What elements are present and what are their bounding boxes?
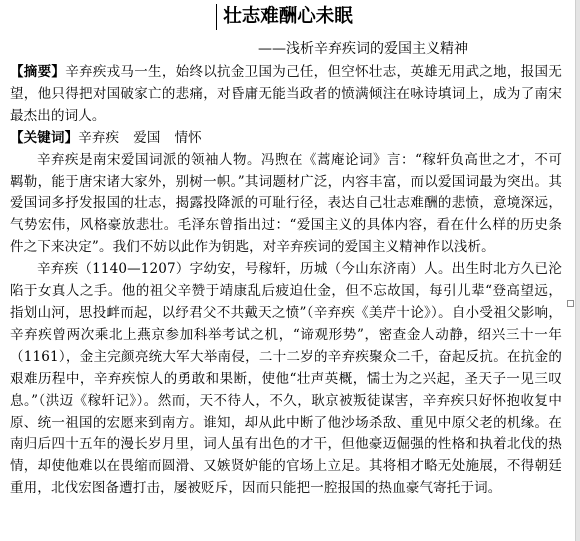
document-body: [10, 62, 562, 500]
abstract-label: 【摘要】: [10, 64, 66, 80]
keyword: 情怀: [174, 129, 202, 146]
keywords-label: 【关键词】: [10, 129, 79, 146]
keyword: 爱国: [133, 129, 161, 146]
keywords-paragraph: [10, 128, 562, 150]
abstract-paragraph: [10, 62, 562, 128]
vertical-scrollbar[interactable]: [575, 0, 580, 541]
document-title: 壮志难酬心未眠: [223, 6, 353, 27]
keyword: 辛弃疾: [78, 129, 120, 146]
page-break-marker: [567, 300, 574, 307]
body-paragraph: 辛弃疾是南宋爱国词派的领袖人物。冯煦在《蒿庵论词》言：“稼轩负高世之才，不可羁勒，能于唐宋诸大家外，别树一帜。”其词题材广泛，内容丰富，而以爱国词最为突出。其爱国词多抒发报国的壮志，揭露投降派的可耻行径，表达自己壮志难酬的悲愤，意境深远，气势宏伟，风格豪放悲壮。毛泽东曾指出过：“爱国主义的具体内容，看在什么样的历史条件之下来决定”。我们不妨以此作为钥匙，对辛弃疾词的爱国主义精神作以浅析。: [10, 151, 562, 256]
document-subtitle: ——浅析辛弃疾词的爱国主义精神: [258, 41, 468, 57]
abstract-text: 辛弃疾戎马一生，始终以抗金卫国为己任，但空怀壮志，英雄无用武之地，报国无望，他只得把对国破家亡的悲痛，对昏庸无能当政者的愤满倾注在咏诗填词上，成为了南宋最杰出的词人。: [10, 64, 562, 124]
body-paragraph: 辛弃疾（1140—1207）字幼安，号稼轩，历城（今山东济南）人。出生时北方久已沦陷于女真人之手。他的祖父辛赞于靖康乱后疲迫仕金，但不忘故国，每引儿辈“登高望远，指划山河，思投衅而起，以纾君父不共戴天之愤”（辛弃疾《美芹十论》）。自小受祖父影响，辛弃疾曾两次乘北上燕京参加科举考试之机，“谛观形势”，密查金人动静，绍兴三十一年（1161），金主完颜亮统大军大举南侵，二十二岁的辛弃疾聚众二千，奋起反抗。在抗金的艰难历程中，辛弃疾惊人的勇敢和果断，使他“壮声英概，懦士为之兴起，圣天子一见三叹息。”（洪迈《稼轩记》）。然而，天不待人，不久，耿京被叛徒谋害，辛弃疾只好怀抱收复中原、统一祖国的宏愿来到南方。谁知，却从此中断了他沙场杀敌、重见中原父老的机缘。在南归后四十五年的漫长岁月里，词人虽有出色的才干，但他豪迈倔强的性格和执着北伐的热情，却使他难以在畏缩而圆滑、又嫉贤妒能的官场上立足。其将相才略无处施展，不得朝廷重用，北伐宏图备遭打击，屡被贬斥，因而只能把一腔报国的热血豪气寄托于词。: [10, 261, 562, 497]
